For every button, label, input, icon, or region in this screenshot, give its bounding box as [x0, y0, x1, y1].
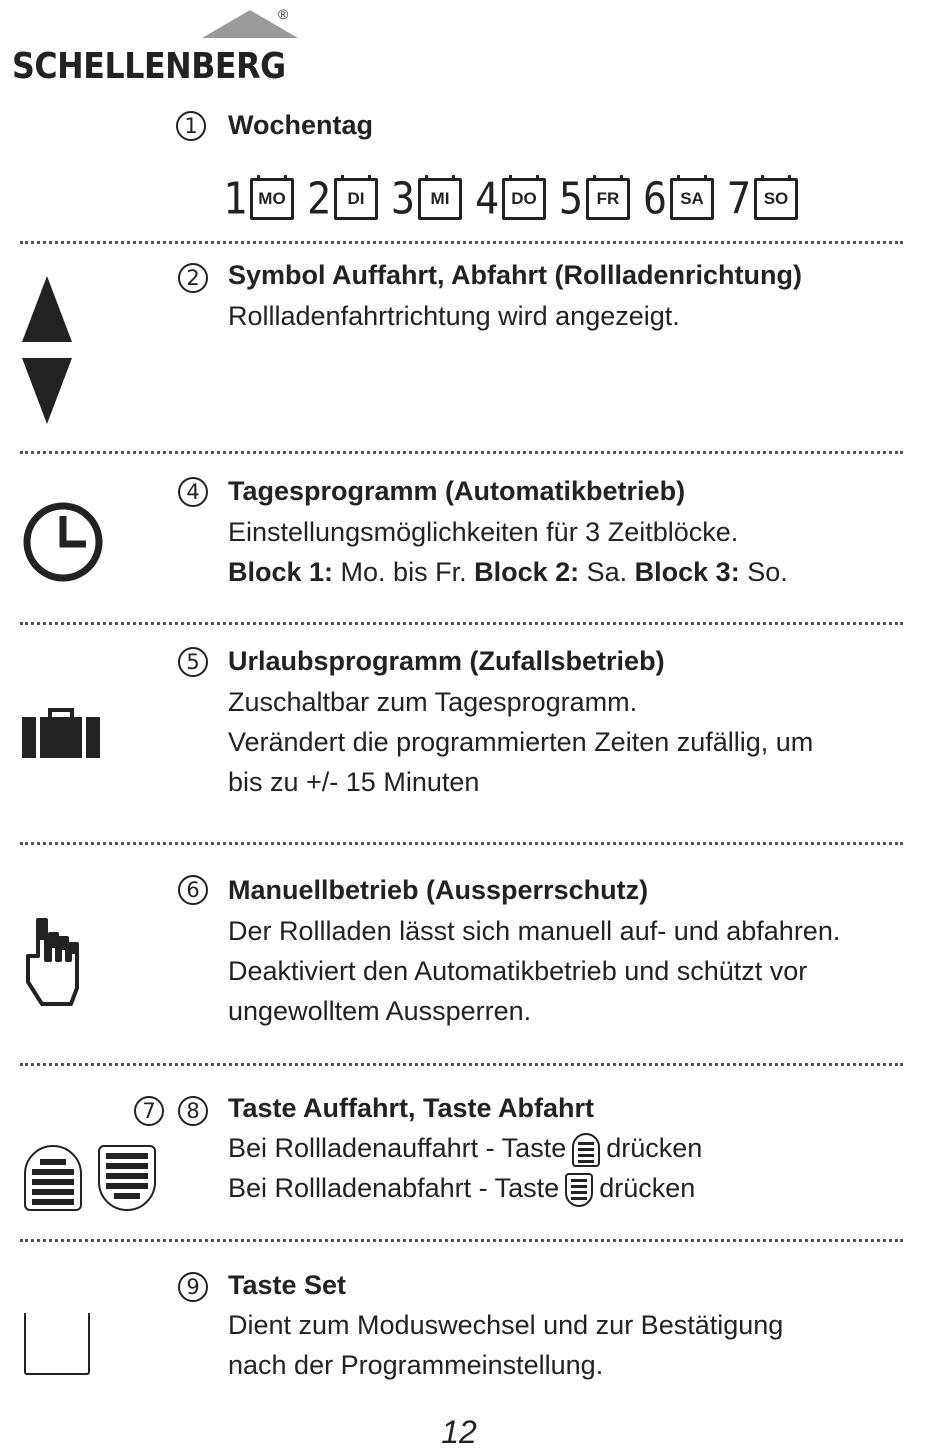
- weekday-calendar-icon: MI: [418, 178, 462, 220]
- button-up-prefix: Bei Rollladenauffahrt - Taste: [228, 1133, 567, 1164]
- weekday-calendar-icon: DI: [334, 178, 378, 220]
- weekday-calendar-icon: FR: [586, 178, 630, 220]
- callout-number-9: 9: [178, 1272, 208, 1302]
- set-line-1: Dient zum Moduswechsel und zur Bestätigung: [228, 1310, 784, 1340]
- holiday-heading: Urlaubsprogramm (Zufallsbetrieb): [228, 646, 665, 676]
- set-button-icon: [24, 1313, 90, 1375]
- buttons-heading: Taste Auffahrt, Taste Abfahrt: [228, 1093, 595, 1123]
- weekday-digit: 5: [558, 173, 584, 225]
- holiday-line-1: Zuschaltbar zum Tagesprogramm.: [228, 687, 638, 717]
- weekday-digit: 2: [306, 173, 332, 225]
- blind-up-button-icon: [24, 1145, 82, 1211]
- weekday-item: [642, 173, 714, 225]
- callout-number-6: 6: [178, 875, 208, 905]
- callout-number-7: 7: [134, 1096, 164, 1126]
- suitcase-icon: [20, 707, 102, 759]
- callout-number-5: 5: [178, 647, 208, 677]
- clock-icon: [22, 501, 104, 583]
- weekday-heading: Wochentag: [228, 110, 374, 140]
- logo-brand-text: SCHELLENBERG: [12, 46, 286, 87]
- callout-number-4: 4: [178, 477, 208, 507]
- block3-label: Block 3:: [634, 557, 740, 587]
- up-down-arrows-icon: [20, 276, 74, 424]
- brand-logo: [12, 6, 312, 86]
- daily-blocks: [228, 557, 788, 588]
- weekday-digit: 6: [642, 173, 668, 225]
- button-up-suffix: drücken: [606, 1133, 703, 1164]
- callout-number-1: 1: [176, 111, 206, 141]
- direction-description: Rollladenfahrtrichtung wird angezeigt.: [228, 301, 680, 331]
- weekday-calendar-icon: MO: [250, 178, 294, 220]
- section-divider: [20, 241, 903, 244]
- weekday-digit: 4: [474, 173, 500, 225]
- weekday-digit: 7: [726, 173, 752, 225]
- blind-down-inline-icon: [565, 1173, 593, 1207]
- button-down-suffix: drücken: [599, 1173, 696, 1204]
- button-down-prefix: Bei Rollladenabfahrt - Taste: [228, 1173, 560, 1204]
- weekday-calendar-icon: SO: [754, 178, 798, 220]
- blind-up-inline-icon: [572, 1133, 600, 1167]
- manual-heading: Manuellbetrieb (Aussperrschutz): [228, 875, 649, 905]
- section-divider: [20, 1063, 903, 1066]
- weekday-item: [306, 173, 378, 225]
- button-down-instruction: [228, 1173, 695, 1207]
- block1-label: Block 1:: [228, 557, 334, 587]
- weekday-strip: [222, 173, 810, 225]
- set-line-2: nach der Programmeinstellung.: [228, 1350, 604, 1380]
- callout-number-2: 2: [178, 263, 208, 293]
- block2-label: Block 2:: [474, 557, 580, 587]
- section-divider: [20, 622, 903, 625]
- weekday-digit: 3: [390, 173, 416, 225]
- weekday-item: [726, 173, 798, 225]
- direction-heading: Symbol Auffahrt, Abfahrt (Rollladenrichtung): [228, 260, 802, 290]
- holiday-line-2: Verändert die programmierten Zeiten zufällig, um: [228, 727, 814, 757]
- weekday-item: [474, 173, 546, 225]
- block1-text: Mo. bis Fr.: [333, 557, 475, 587]
- weekday-calendar-icon: SA: [670, 178, 714, 220]
- manual-line-1: Der Rollladen lässt sich manuell auf- und abfahren.: [228, 916, 841, 946]
- weekday-digit: 1: [222, 173, 248, 225]
- block3-text: So.: [739, 557, 788, 587]
- hand-icon: [24, 916, 80, 1010]
- manual-line-2: Deaktiviert den Automatikbetrieb und schützt vor: [228, 956, 808, 986]
- callout-number-8: 8: [178, 1096, 208, 1126]
- blind-down-button-icon: [98, 1145, 156, 1211]
- page-number: 12: [441, 1414, 477, 1450]
- button-up-instruction: [228, 1133, 702, 1167]
- weekday-item: [222, 173, 294, 225]
- registered-mark: ®: [278, 6, 289, 22]
- block2-text: Sa.: [579, 557, 635, 587]
- section-divider: [20, 842, 903, 845]
- daily-heading: Tagesprogramm (Automatikbetrieb): [228, 476, 686, 506]
- weekday-item: [390, 173, 462, 225]
- manual-line-3: ungewolltem Aussperren.: [228, 996, 532, 1026]
- set-heading: Taste Set: [228, 1270, 347, 1300]
- daily-description: Einstellungsmöglichkeiten für 3 Zeitblöcke.: [228, 517, 739, 547]
- weekday-item: [558, 173, 630, 225]
- weekday-calendar-icon: DO: [502, 178, 546, 220]
- holiday-line-3: bis zu +/- 15 Minuten: [228, 767, 480, 797]
- section-divider: [20, 1239, 903, 1242]
- section-divider: [20, 451, 903, 454]
